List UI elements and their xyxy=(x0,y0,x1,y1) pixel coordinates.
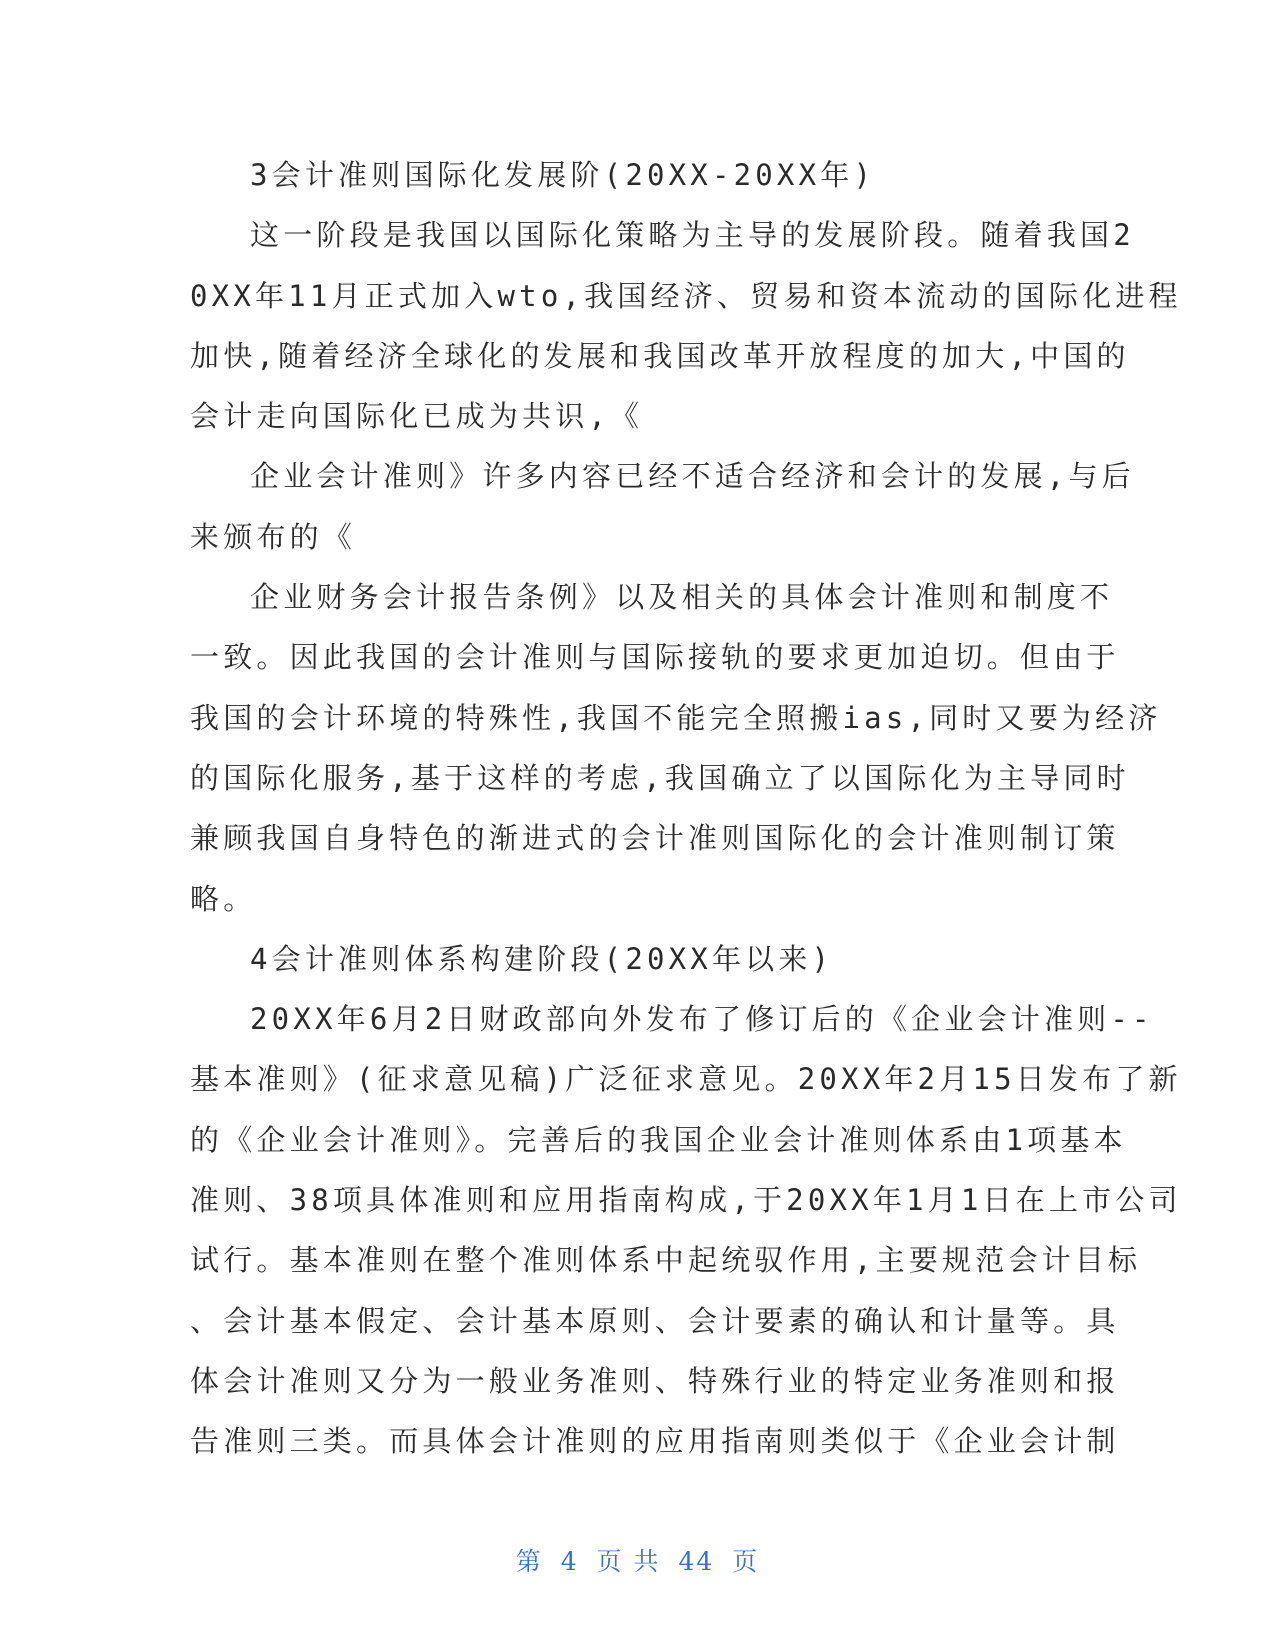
text-line: 准则、38项具体准则和应用指南构成,于20XX年1月1日在上市公司 xyxy=(190,1183,1182,1218)
text-line: 一致。因此我国的会计准则与国际接轨的要求更加迫切。但由于 xyxy=(190,640,1120,675)
footer-total-pages: 44 xyxy=(678,1547,715,1576)
document-body xyxy=(190,145,1182,1472)
text-line: 我国的会计环境的特殊性,我国不能完全照搬ias,同时又要为经济 xyxy=(190,700,1162,735)
text-line: 的国际化服务,基于这样的考虑,我国确立了以国际化为主导同时 xyxy=(190,760,1130,795)
text-line: 企业会计准则》许多内容已经不适合经济和会计的发展,与后 xyxy=(250,459,1135,494)
text-line: 来颁布的《 xyxy=(190,519,357,554)
footer-middle: 页 共 xyxy=(596,1547,661,1576)
text-line: 0XX年11月正式加入wto,我国经济、贸易和资本流动的国际化进程 xyxy=(190,278,1182,313)
text-line: 告准则三类。而具体会计准则的应用指南则类似于《企业会计制 xyxy=(190,1424,1120,1459)
text-line: 试行。基本准则在整个准则体系中起统驭作用,主要规范会计目标 xyxy=(190,1243,1142,1278)
page-footer xyxy=(0,1542,1275,1578)
text-line: 20XX年6月2日财政部向外发布了修订后的《企业会计准则-- xyxy=(250,1002,1154,1037)
heading-stage-3: 3会计准则国际化发展阶(20XX-20XX年) xyxy=(250,158,876,192)
text-line: 这一阶段是我国以国际化策略为主导的发展阶段。随着我国2 xyxy=(250,218,1135,253)
text-line: 的《企业会计准则》。完善后的我国企业会计准则体系由1项基本 xyxy=(190,1122,1127,1157)
text-line: 会计走向国际化已成为共识,《 xyxy=(190,399,644,434)
text-line: 企业财务会计报告条例》以及相关的具体会计准则和制度不 xyxy=(250,580,1114,615)
footer-suffix: 页 xyxy=(732,1547,760,1576)
footer-prefix: 第 xyxy=(515,1547,543,1576)
text-line: 、会计基本假定、会计基本原则、会计要素的确认和计量等。具 xyxy=(190,1303,1120,1338)
text-line: 兼顾我国自身特色的渐进式的会计准则国际化的会计准则制订策 xyxy=(190,821,1120,856)
text-line: 基本准则》(征求意见稿)广泛征求意见。20XX年2月15日发布了新 xyxy=(190,1062,1182,1097)
heading-stage-4: 4会计准则体系构建阶段(20XX年以来) xyxy=(250,941,834,976)
text-line: 略。 xyxy=(190,881,257,916)
text-line: 体会计准则又分为一般业务准则、特殊行业的特定业务准则和报 xyxy=(190,1363,1120,1398)
text-line: 加快,随着经济全球化的发展和我国改革开放程度的加大,中国的 xyxy=(190,338,1130,373)
footer-page-number: 4 xyxy=(560,1547,579,1576)
